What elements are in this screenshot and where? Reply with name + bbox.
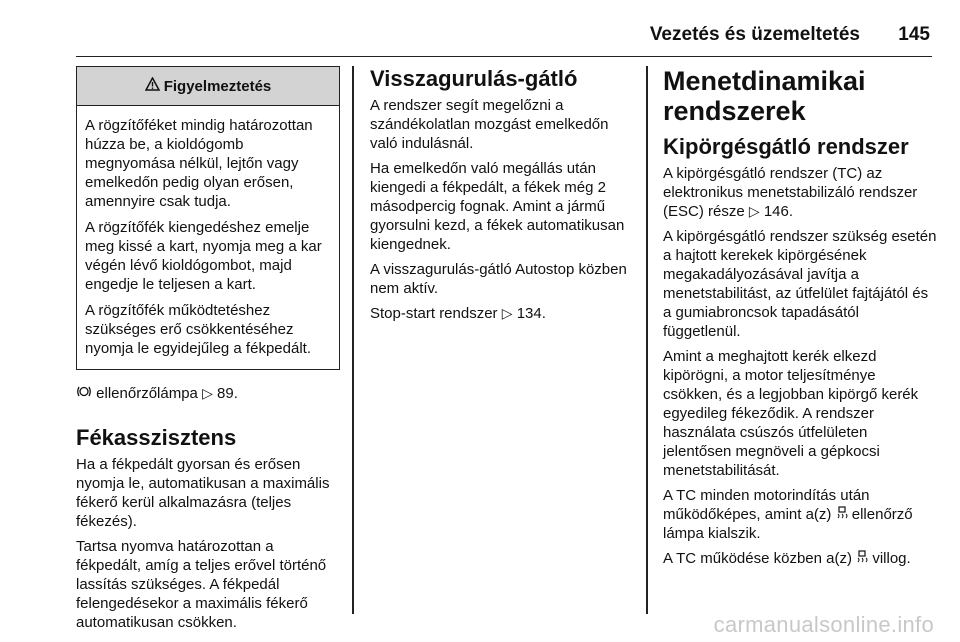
page-number: 145 xyxy=(898,24,930,45)
warning-header xyxy=(77,67,339,106)
section-heading-traction-control: Kipörgésgátló rendszer xyxy=(663,134,909,159)
paragraph: A kipörgésgátló rendszer szükség esetén a hajtott kerekek kipörgésének megakadályozásával javítja a menetstabilitást, az útfelület fajtájától és a gumiabroncsok tapadásától függetlenül. xyxy=(663,228,937,340)
tc-intro-text: A kipörgésgátló rendszer (TC) az elektronikus menetstabilizáló rendszer (ESC) része xyxy=(663,165,918,220)
column-divider-1 xyxy=(352,66,354,614)
warning-paragraph: A rögzítőfék kiengedéshez emelje meg kissé a kart, nyomja meg a kar végén lévő kioldógombot, majd engedje le teljesen a kart. xyxy=(85,219,322,293)
watermark: carmanualsonline.info xyxy=(713,612,934,637)
paragraph: A rendszer segít megelőzni a szándékolatlan mozgást emelkedőn való indulásnál. xyxy=(370,97,609,152)
paragraph-tc-intro xyxy=(663,164,937,221)
column-divider-2 xyxy=(646,66,648,614)
tc-ready-text-before: A TC minden motorindítás után működőképes, amint a(z) xyxy=(663,487,870,523)
reference-text: Stop-start rendszer xyxy=(370,305,498,322)
column-right xyxy=(663,66,937,574)
section-heading-hill-hold: Visszagurulás-gátló xyxy=(370,66,578,91)
paragraph: A visszagurulás-gátló Autostop közben nem aktív. xyxy=(370,261,627,297)
tc-intro-page[interactable]: 146. xyxy=(763,203,794,220)
warning-paragraph: A rögzítőféket mindig határozottan húzza be, a kioldógomb megnyomása nélkül, lejtőn vagy emelkedőn pedig olyan erősen, amennyire csak tudja. xyxy=(85,117,313,210)
running-title: Vezetés és üzemeltetés xyxy=(649,24,860,45)
paragraph: Amint a meghajtott kerék elkezd kipörögni, a motor teljesítménye csökken, és a legjobban kipörgő kerék egyedileg fékeződik. A rendszer használata csúszós útfelületen jelentősen megnöveli a gépkocsi menetstabilitását. xyxy=(663,348,919,479)
section-heading-brake-assist: Fékasszisztens xyxy=(76,425,237,450)
lamp-reference xyxy=(76,384,342,403)
page-header xyxy=(76,22,932,57)
paragraph-tc-ready xyxy=(663,486,937,543)
tc-active-text-before: A TC működése közben a(z) xyxy=(663,550,852,567)
warning-triangle-icon xyxy=(145,77,160,96)
paragraph: Ha emelkedőn való megállás után kiengedi a fékpedált, a fékek még 2 másodpercig fognak. Amint a jármű gyorsulni kezd, a fékek automatikusan kiengednek. xyxy=(370,160,625,253)
section-heading-driving-dynamics: Menetdinamikai rendszerek xyxy=(663,66,866,126)
warning-paragraph: A rögzítőfék működtetéshez szükséges erő csökkentéséhez nyomja le egyidejűleg a fékpedált. xyxy=(85,302,311,357)
page-ref-arrow-icon: ▷ xyxy=(501,305,513,321)
page-ref-arrow-icon: ▷ xyxy=(202,385,213,401)
page-ref-arrow-icon: ▷ xyxy=(748,203,760,219)
reference-page[interactable]: 134. xyxy=(516,305,546,322)
traction-control-icon xyxy=(836,505,848,524)
paragraph-tc-active xyxy=(663,549,937,568)
lamp-reference-text: ellenőrzőlámpa xyxy=(96,385,198,402)
column-left xyxy=(76,66,342,638)
brake-lamp-icon xyxy=(76,384,92,403)
paragraph: Ha a fékpedált gyorsan és erősen nyomja le, automatikusan a maximális fékerő kerül alkalmazásra (teljes fékezés). xyxy=(76,456,330,530)
warning-title: Figyelmeztetés xyxy=(163,77,272,95)
paragraph: Tartsa nyomva határozottan a fékpedált, amíg a teljes erővel történő lassítás szükséges. A fékpedál felengedésekor a maximális fékerő automatikusan csökken. xyxy=(76,538,327,631)
tc-active-text-after: villog. xyxy=(872,550,911,567)
warning-box xyxy=(76,66,340,370)
stop-start-reference xyxy=(370,304,638,323)
column-middle xyxy=(370,66,638,329)
warning-body xyxy=(77,106,339,369)
tc-ready-text-after: ellenőrző lámpa kialszik. xyxy=(663,506,913,542)
traction-control-icon xyxy=(856,549,868,568)
lamp-reference-page[interactable]: 89. xyxy=(217,385,238,402)
